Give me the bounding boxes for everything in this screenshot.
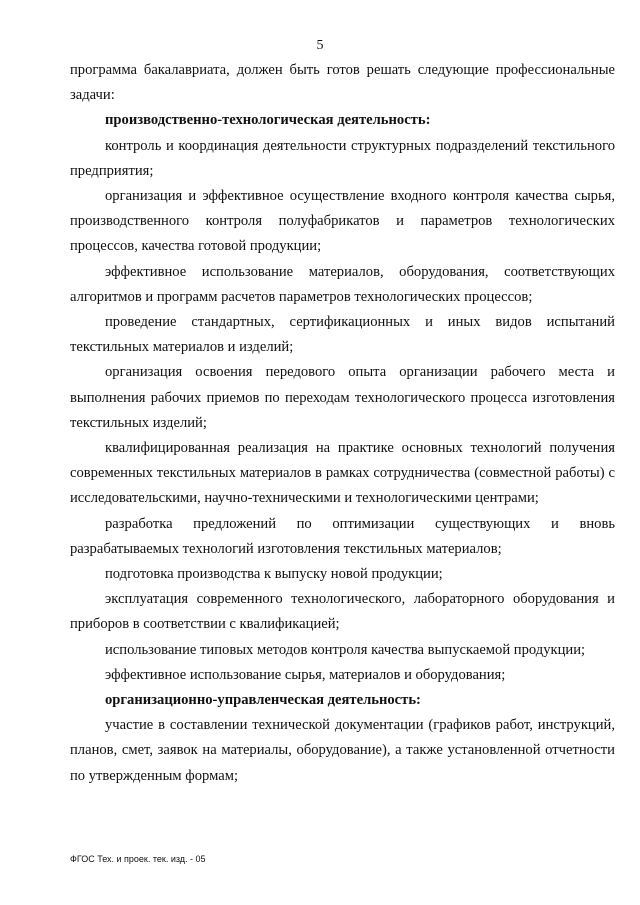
list-item: разработка предложений по оптимизации существующих и вновь разрабатываемых технологий изготовления текстильных материалов; (70, 515, 615, 557)
list-item: организация и эффективное осуществление входного контроля качества сырья, производственного контроля полуфабрикатов и параметров технологических процессов, качества готовой продукции; (70, 188, 615, 255)
section-heading-management: организационно-управленческая деятельность: (105, 692, 421, 709)
list-item: квалифицированная реализация на практике основных технологий получения современных текстильных материалов в рамках сотрудничества (совместной работы) с исследовательскими, научно-техническими и технологическими центрами; (70, 440, 615, 507)
list-item: подготовка производства к выпуску новой продукции; (105, 566, 443, 583)
list-item: эффективное использование материалов, оборудования, соответствующих алгоритмов и программ расчетов параметров технологических процессов; (70, 263, 615, 305)
list-item: использование типовых методов контроля качества выпускаемой продукции; (105, 641, 586, 658)
list-item: участие в составлении технической документации (графиков работ, инструкций, планов, смет, заявок на материалы, оборудование), а также установленной отчетности по утвержденным формам; (70, 717, 615, 784)
page-number: 5 (316, 38, 324, 53)
section-heading-production: производственно-технологическая деятельность: (105, 112, 431, 129)
list-item: эксплуатация современного технологического, лабораторного оборудования и приборов в соответствии с квалификацией; (70, 591, 615, 633)
list-item: контроль и координация деятельности структурных подразделений текстильного предприятия; (70, 137, 615, 179)
intro-paragraph: программа бакалавриата, должен быть готов решать следующие профессиональные задачи: (70, 62, 615, 104)
document-body (70, 58, 615, 789)
list-item: организация освоения передового опыта организации рабочего места и выполнения рабочих приемов по переходам технологического процесса изготовления текстильных изделий; (70, 364, 615, 431)
list-item: эффективное использование сырья, материалов и оборудования; (105, 666, 506, 683)
list-item: проведение стандартных, сертификационных и иных видов испытаний текстильных материалов и изделий; (70, 314, 615, 356)
page-footer: ФГОС Тех. и проек. тек. изд. - 05 (70, 854, 206, 864)
